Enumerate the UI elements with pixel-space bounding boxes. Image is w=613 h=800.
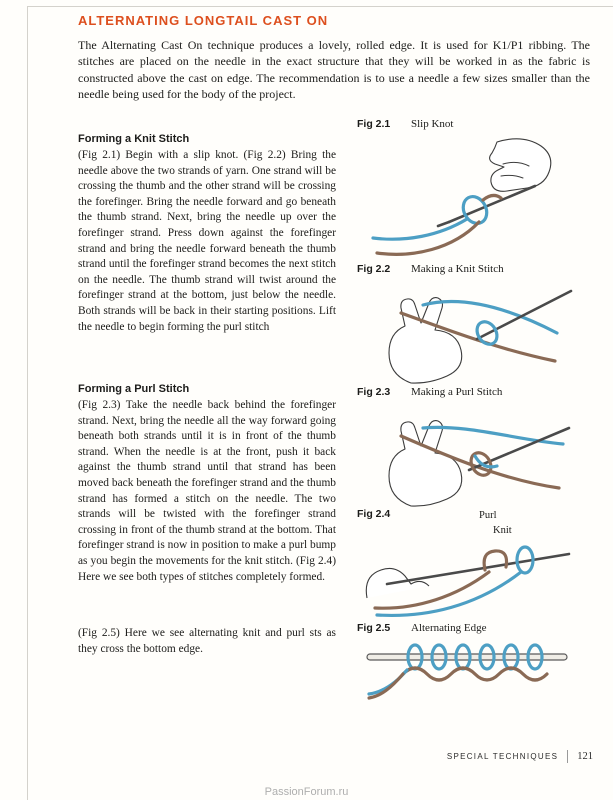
hand-outline — [490, 139, 551, 192]
figure-2-4-label: Fig 2.4 — [357, 508, 391, 520]
section-body-knit-stitch: (Fig 2.1) Begin with a slip knot. (Fig 2.2) Bring the needle above the two strands of yarn. One strand will be crossing the thumb and the other strand will be crossing the forefinger. Bring the needle forward and go beneath the thumb strand. Next, bring the needle up over the forefinger strand. Press down against the forefinger strand and bring the needle forward beneath the thumb strand until the forefinger strand becomes the next stitch on the needle. The thumb strand will twist around the forefinger strand at the bottom, just below the needle. Both strands will be back in their starting positions. Lift the needle to begin forming the purl stitch — [78, 149, 336, 333]
figure-2-4-header — [357, 508, 593, 524]
figure-2-2-label: Fig 2.2 — [357, 263, 391, 275]
figure-2-5 — [357, 622, 593, 702]
footer-section-label: SPECIAL TECHNIQUES — [446, 752, 559, 761]
knit-stitch-illustration — [357, 281, 587, 385]
figure-2-2-caption: Making a Knit Stitch — [411, 263, 504, 275]
weaving-strand — [403, 668, 547, 680]
page-title: ALTERNATING LONGTAIL CAST ON — [78, 13, 329, 28]
figure-2-5-header — [357, 622, 593, 638]
forefinger-strand — [423, 427, 563, 444]
knitting-needle — [367, 654, 567, 660]
knitting-needle — [449, 186, 535, 222]
page-edge-top — [28, 6, 613, 7]
yarn-strand-blue — [373, 219, 467, 239]
figure-2-2-header — [357, 263, 593, 279]
intro-paragraph: The Alternating Cast On technique produces a lovely, rolled edge. It is used for K1/P1 ribbing. The stitches are placed on the needle in the exact structure that they will be worked in as the fabric is constructed above the cast on edge. The recommendation is to use a needle a few sizes smaller than the needle being used for the body of the project. — [78, 38, 590, 102]
purl-stitch-callout: Purl — [479, 510, 497, 521]
figure-2-5-caption: Alternating Edge — [411, 622, 487, 634]
section-body-alternating-edge: (Fig 2.5) Here we see alternating knit and purl sts as they cross the bottom edge. — [78, 627, 336, 655]
figure-2-3-caption: Making a Purl Stitch — [411, 386, 503, 398]
hand-outline — [389, 421, 462, 507]
figure-2-4 — [357, 508, 593, 621]
footer-divider — [567, 750, 568, 763]
figure-2-1-header — [357, 118, 593, 134]
figure-2-5-label: Fig 2.5 — [357, 622, 391, 634]
section-heading-knit-stitch: Forming a Knit Stitch — [78, 133, 190, 145]
section-heading-purl-stitch: Forming a Purl Stitch — [78, 383, 190, 395]
purl-stitch-illustration — [357, 404, 587, 508]
alternating-edge-illustration — [357, 640, 587, 702]
formed-stitches-illustration — [357, 526, 587, 621]
yarn-twist — [483, 195, 501, 200]
slip-knot-illustration — [357, 136, 587, 261]
figure-2-1 — [357, 118, 593, 261]
page-edge-left — [27, 6, 28, 800]
figure-2-1-caption: Slip Knot — [411, 118, 454, 130]
watermark: PassionForum.ru — [264, 786, 349, 798]
hand-outline — [389, 298, 462, 384]
figure-2-2 — [357, 263, 593, 385]
page-number: 121 — [577, 751, 593, 762]
knit-stitch-callout: Knit — [493, 525, 512, 536]
figure-2-1-label: Fig 2.1 — [357, 118, 391, 130]
figure-2-3 — [357, 386, 593, 508]
page-footer — [447, 750, 593, 763]
section-body-purl-stitch: (Fig 2.3) Take the needle back behind the forefinger strand. Next, bring the needle all the way forward going beneath both strands until it is in front of the thumb strand. When the needle is at the front, push it back against the thumb strand until that strand has been moved back beneath the forefinger strand and the thumb strand has formed a stitch on the needle. The two strands will be twisted with the forefinger strand crossing in front of the thumb strand at the bottom. That forefinger strand is now in position to make a purl bump as you begin the movements for the knit stitch. (Fig 2.4) Here we see both types of stitches completely formed. — [78, 399, 336, 583]
figure-2-3-header — [357, 386, 593, 402]
figure-2-3-label: Fig 2.3 — [357, 386, 391, 398]
